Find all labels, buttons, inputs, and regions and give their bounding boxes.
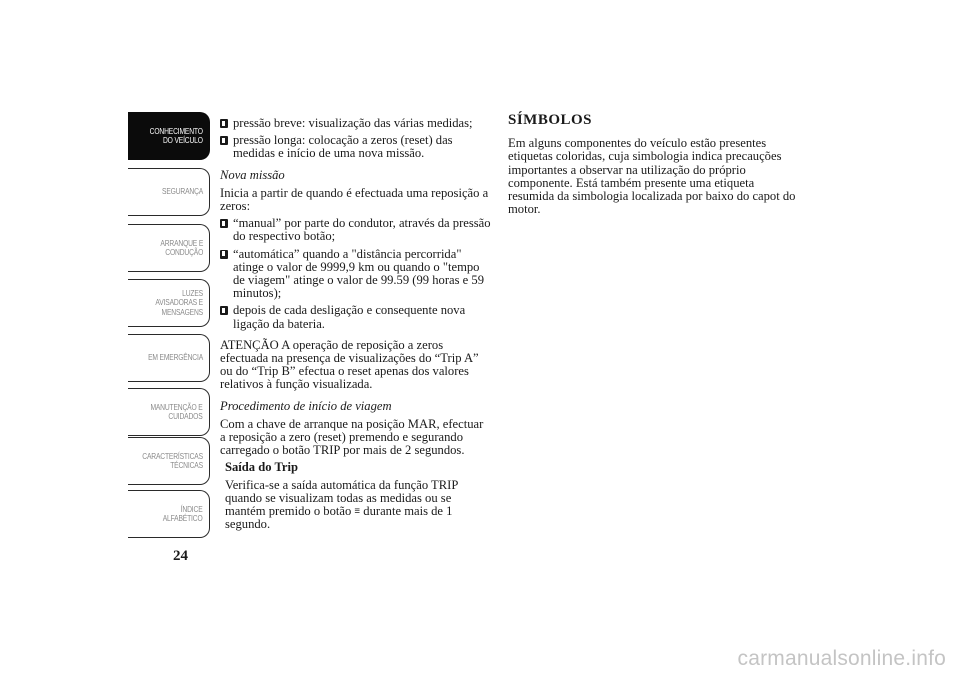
list-item [220, 248, 492, 301]
simbolos-heading: SÍMBOLOS [508, 112, 593, 128]
simbolos-text: Em alguns componentes do veículo estão presentes etiquetas coloridas, cuja simbologia indica precauções importantes a observar na utilização do próprio componente. Está também presente uma etiqueta resumida da simbologia localizada por baixo do capot do motor. [508, 136, 796, 217]
checkbox-bullet-icon [220, 136, 228, 145]
bullet-text: “manual” por parte do condutor, através da pressão do respectivo botão; [233, 216, 491, 244]
atencao-paragraph: ATENÇÃO A operação de reposição a zeros efectuada na presença de visualizações do “Trip A” ou do “Trip B” efectua o reset apenas dos valores relativos à função visualizada. [220, 337, 479, 392]
saida-text-before: Verifica-se a saída automática da função TRIP quando se visualizam todas as medidas ou se mantém premido o botão [225, 477, 458, 519]
tab-label: ARRANQUE E CONDUÇÃO [160, 238, 203, 257]
tab-label: SEGURANÇA [161, 187, 203, 197]
checkbox-bullet-icon [220, 119, 228, 128]
checkbox-bullet-icon [220, 219, 228, 228]
tab-label: LUZES AVISADORAS E MENSAGENS [155, 288, 203, 317]
tab-caracteristicas-tecnicas[interactable] [128, 437, 210, 485]
saida-text [220, 479, 492, 532]
checkbox-bullet-icon [220, 250, 228, 259]
list-item [220, 134, 492, 160]
tab-indice-alfabetico[interactable] [128, 490, 210, 538]
tab-label: CONHECIMENTO DO VEÍCULO [149, 126, 203, 145]
checkbox-bullet-icon [220, 306, 228, 315]
saida-text-after: durante mais de 1 segundo. [225, 504, 453, 532]
tab-manutencao-e-cuidados[interactable] [128, 388, 210, 436]
right-column [508, 114, 798, 216]
bullet-text: pressão breve: visualização das várias medidas; [233, 116, 473, 130]
page-number: 24 [173, 548, 188, 564]
list-item [220, 217, 492, 243]
procedimento-text: Com a chave de arranque na posição MAR, efectuar a reposição a zero (reset) premendo e segurando carregado o botão TRIP por mais de 2 segundos. [220, 416, 484, 458]
tab-em-emergencia[interactable] [128, 334, 210, 382]
trip-button-icon: ≡ [354, 506, 361, 518]
nova-missao-intro: Inicia a partir de quando é efectuada uma reposição a zeros: [220, 185, 489, 214]
tab-label: CARACTERÍSTICAS TÉCNICAS [142, 451, 203, 470]
procedimento-heading: Procedimento de início de viagem [220, 398, 392, 413]
tab-seguranca[interactable] [128, 168, 210, 216]
saida-heading: Saída do Trip [225, 460, 299, 475]
tab-conhecimento-do-veiculo[interactable] [128, 112, 210, 160]
tab-label: EM EMERGÊNCIA [148, 353, 203, 363]
left-column [220, 117, 492, 531]
tab-arranque-e-conducao[interactable] [128, 224, 210, 272]
nova-missao-heading: Nova missão [220, 167, 285, 182]
bullet-text: pressão longa: colocação a zeros (reset) das medidas e início de uma nova missão. [233, 133, 453, 161]
list-item [220, 304, 492, 330]
tab-label: ÍNDICE ALFABÉTICO [163, 504, 203, 523]
tab-label: MANUTENÇÃO E CUIDADOS [150, 402, 203, 421]
bullet-text: “automática” quando a "distância percorrida" atinge o valor de 9999,9 km ou quando o "tempo de viagem" atinge o valor de 99.59 (99 horas e 59 minutos); [233, 246, 484, 301]
list-item [220, 117, 492, 130]
bullet-text: depois de cada desligação e consequente nova ligação da bateria. [233, 303, 466, 331]
watermark: carmanualsonline.info [737, 647, 946, 670]
tab-luzes-avisadoras[interactable] [128, 279, 210, 327]
